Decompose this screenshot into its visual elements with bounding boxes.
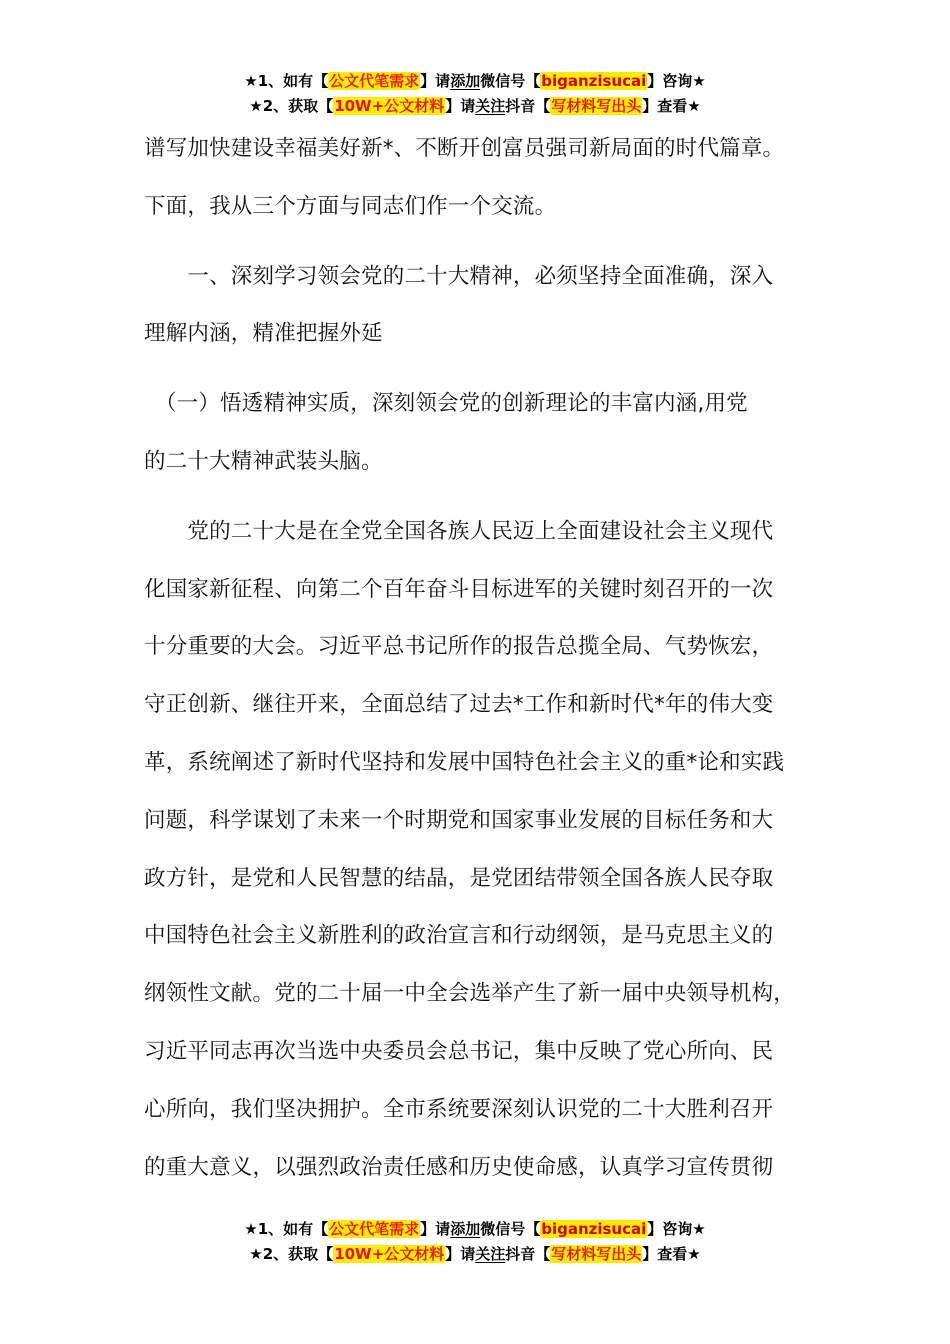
banner-text: 抖音【 (505, 97, 551, 115)
text-line: 的重大意义，以强烈政治责任感和历史使命感，认真学习宣传贯彻 (144, 1154, 774, 1180)
text-line: 化国家新征程、向第二个百年奋斗目标进军的关键时刻召开的一次 (144, 576, 774, 602)
highlight-service: 公文代笔需求 (329, 1220, 420, 1238)
emphasis-text: 关注 (475, 97, 506, 115)
banner-text: 】请 (420, 1220, 451, 1238)
paragraph (144, 120, 824, 236)
text-line: 一、深刻学习领会党的二十大精神，必须坚持全面准确，深入 (144, 263, 774, 289)
header-banner (0, 69, 950, 119)
highlight-account: 写材料写出头 (551, 1245, 642, 1263)
banner-text: 】请 (445, 97, 476, 115)
document-body (144, 120, 824, 1196)
highlight-wechat-id: biganzisucai (541, 1220, 647, 1238)
text-line: 守正创新、继往开来，全面总结了过去*工作和新时代*年的伟大变 (144, 692, 774, 718)
text-line: 理解内涵，精准把握外延 (144, 321, 383, 347)
banner-text: ★2、获取【 (249, 97, 334, 115)
banner-text: 】请 (445, 1245, 476, 1263)
text-line: 党的二十大是在全党全国各族人民迈上全面建设社会主义现代 (144, 518, 774, 544)
text-line: （一）悟透精神实质，深刻领会党的创新理论的丰富内涵,用党 (144, 391, 748, 417)
highlight-account: 写材料写出头 (551, 97, 642, 115)
subsection-heading (144, 375, 824, 491)
banner-line-2 (0, 1242, 950, 1267)
highlight-materials: 10W+公文材料 (334, 1245, 445, 1263)
text-line: 习近平同志再次当选中央委员会总书记，集中反映了党心所向、民 (144, 1038, 774, 1064)
text-line: 中国特色社会主义新胜利的政治宣言和行动纲领，是马克思主义的 (144, 923, 774, 949)
text-line: 谱写加快建设幸福美好新*、不断开创富员强司新局面的时代篇章。 (144, 136, 785, 161)
banner-text: ★2、获取【 (249, 1245, 334, 1263)
banner-text: ★1、如有【 (244, 1220, 329, 1238)
banner-text: 】查看★ (642, 1245, 701, 1263)
banner-line-2 (0, 94, 950, 119)
banner-text: 】请 (420, 72, 451, 90)
emphasis-text: 添加 (450, 1220, 481, 1238)
banner-text: 】查看★ (642, 97, 701, 115)
text-line: 十分重要的大会。习近平总书记所作的报告总揽全局、气势恢宏， (144, 634, 774, 660)
text-line: 问题，科学谋划了未来一个时期党和国家事业发展的目标任务和大 (144, 807, 774, 833)
banner-text: ★1、如有【 (244, 72, 329, 90)
banner-text: 微信号【 (480, 72, 541, 90)
banner-text: 微信号【 (480, 1220, 541, 1238)
emphasis-text: 关注 (475, 1245, 506, 1263)
highlight-service: 公文代笔需求 (329, 72, 420, 90)
text-line: 革，系统阐述了新时代坚持和发展中国特色社会主义的重*论和实践 (144, 749, 785, 775)
banner-text: 抖音【 (505, 1245, 551, 1263)
text-line: 纲领性文献。党的二十届一中全会选举产生了新一届中央领导机构， (144, 981, 796, 1007)
paragraph (144, 503, 824, 1197)
footer-banner (0, 1217, 950, 1267)
banner-line-1 (0, 1217, 950, 1242)
text-line: 政方针，是党和人民智慧的结晶，是党团结带领全国各族人民夺取 (144, 865, 774, 891)
emphasis-text: 添加 (450, 72, 481, 90)
text-line: 心所向，我们坚决拥护。全市系统要深刻认识党的二十大胜利召开 (144, 1096, 774, 1122)
text-line: 下面，我从三个方面与同志们作一个交流。 (144, 193, 557, 219)
banner-line-1 (0, 69, 950, 94)
section-heading (144, 248, 824, 364)
highlight-materials: 10W+公文材料 (334, 97, 445, 115)
text-line: 的二十大精神武装头脑。 (144, 448, 383, 474)
banner-text: 】咨询★ (647, 72, 706, 90)
banner-text: 】咨询★ (647, 1220, 706, 1238)
highlight-wechat-id: biganzisucai (541, 72, 647, 90)
